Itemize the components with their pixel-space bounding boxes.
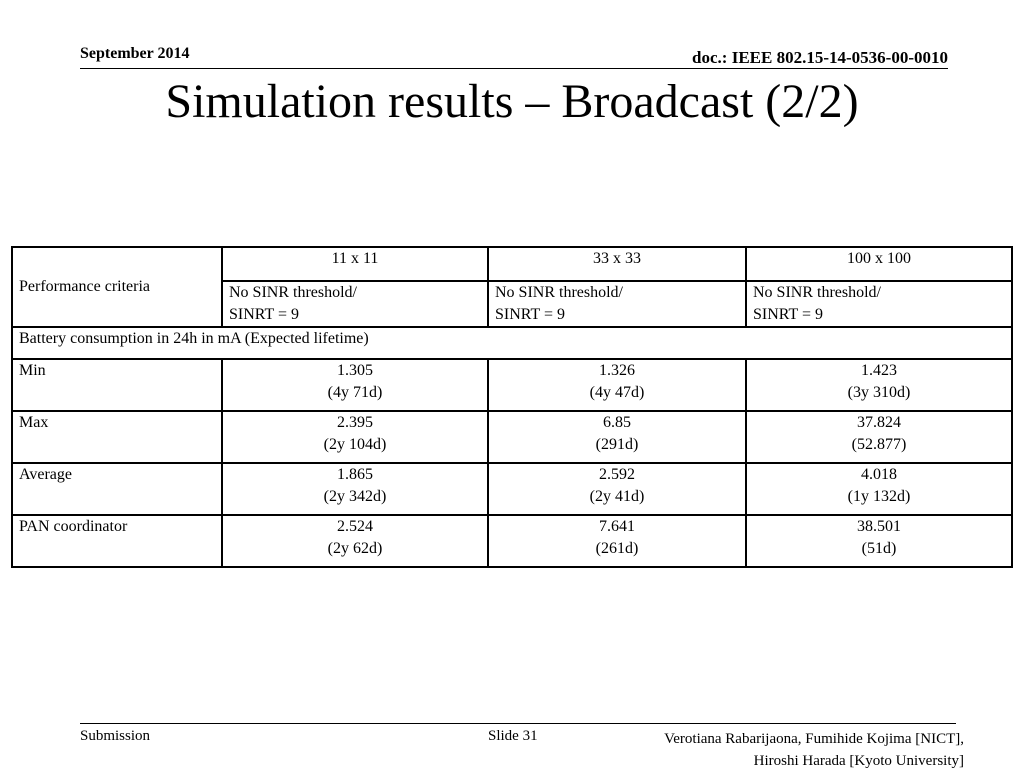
column-header-size: 33 x 33 (488, 247, 746, 281)
table-cell (488, 515, 746, 567)
column-threshold (488, 281, 746, 327)
footer-authors (664, 728, 964, 772)
cell-value: 7.641 (599, 518, 635, 535)
cell-lifetime: (2y 104d) (323, 436, 387, 453)
table-cell (746, 411, 1012, 463)
authors-line: Hiroshi Harada [Kyoto University] (753, 753, 964, 769)
table-cell (222, 359, 488, 411)
cell-value: 6.85 (603, 414, 631, 431)
cell-lifetime: (291d) (595, 436, 639, 453)
table-cell (488, 411, 746, 463)
table-row (12, 359, 1012, 411)
column-threshold (746, 281, 1012, 327)
cell-value: 2.592 (599, 466, 635, 483)
table-row (12, 515, 1012, 567)
footer-divider (80, 723, 956, 724)
cell-value: 1.305 (337, 362, 373, 379)
column-header-size: 11 x 11 (222, 247, 488, 281)
table-cell (746, 463, 1012, 515)
table-cell (488, 463, 746, 515)
table-cell (222, 463, 488, 515)
table-row (12, 463, 1012, 515)
cell-lifetime: (51d) (861, 540, 897, 557)
slide-title: Simulation results – Broadcast (2/2) (165, 75, 859, 128)
header-divider (80, 68, 948, 69)
header-date: September 2014 (80, 45, 190, 62)
column-header-size: 100 x 100 (746, 247, 1012, 281)
cell-lifetime: (52.877) (851, 436, 907, 453)
cell-value: 38.501 (857, 518, 901, 535)
row-label: PAN coordinator (12, 515, 222, 567)
cell-value: 1.423 (861, 362, 897, 379)
threshold-line: No SINR threshold/ (495, 284, 623, 301)
cell-lifetime: (2y 41d) (589, 488, 645, 505)
performance-criteria-header: Performance criteria (12, 247, 222, 327)
column-threshold (222, 281, 488, 327)
cell-lifetime: (3y 310d) (847, 384, 911, 401)
cell-lifetime: (1y 132d) (847, 488, 911, 505)
cell-lifetime: (261d) (595, 540, 639, 557)
threshold-line: SINRT = 9 (495, 306, 565, 323)
table-section-row (12, 327, 1012, 359)
threshold-line: SINRT = 9 (753, 306, 823, 323)
table-header-row (12, 247, 1012, 281)
footer-submission: Submission (80, 728, 151, 744)
results-table (11, 246, 1013, 568)
threshold-line: No SINR threshold/ (229, 284, 357, 301)
cell-lifetime: (2y 62d) (327, 540, 383, 557)
cell-value: 2.524 (337, 518, 373, 535)
threshold-line: SINRT = 9 (229, 306, 299, 323)
cell-value: 37.824 (857, 414, 901, 431)
table-cell (222, 411, 488, 463)
cell-value: 1.326 (599, 362, 635, 379)
cell-value: 4.018 (861, 466, 897, 483)
cell-lifetime: (4y 47d) (589, 384, 645, 401)
footer-slide-number: Slide 31 (488, 728, 538, 744)
cell-value: 2.395 (337, 414, 373, 431)
section-label: Battery consumption in 24h in mA (Expected lifetime) (12, 327, 1012, 359)
table-row (12, 411, 1012, 463)
cell-lifetime: (4y 71d) (327, 384, 383, 401)
table-cell (222, 515, 488, 567)
cell-value: 1.865 (337, 466, 373, 483)
row-label: Average (12, 463, 222, 515)
cell-lifetime: (2y 342d) (323, 488, 387, 505)
authors-line: Verotiana Rabarijaona, Fumihide Kojima [NICT], (664, 731, 964, 747)
row-label: Min (12, 359, 222, 411)
header-doc-id: doc.: IEEE 802.15-14-0536-00-0010 (692, 48, 948, 67)
row-label: Max (12, 411, 222, 463)
table-cell (746, 359, 1012, 411)
threshold-line: No SINR threshold/ (753, 284, 881, 301)
table-cell (746, 515, 1012, 567)
table-cell (488, 359, 746, 411)
